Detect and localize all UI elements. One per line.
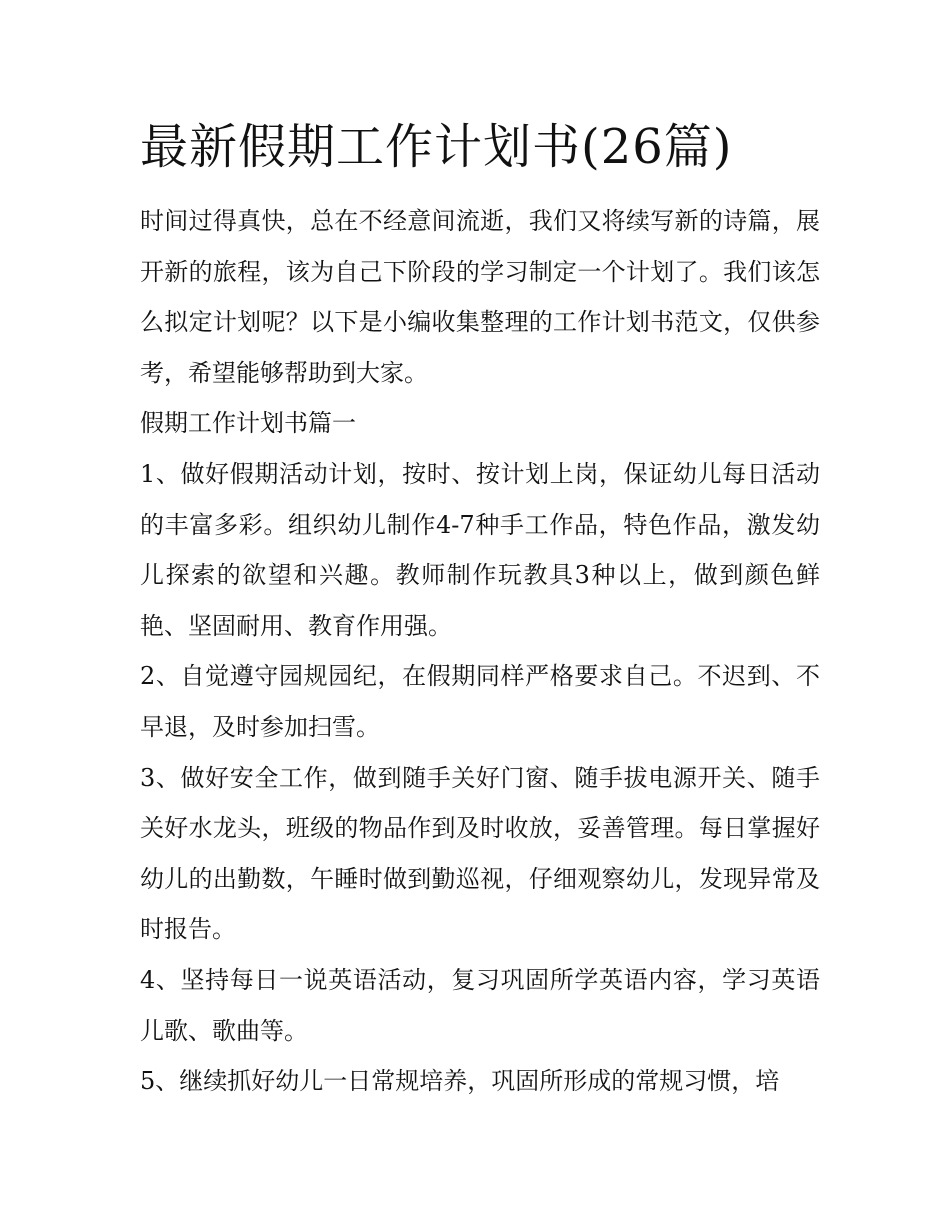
section-heading: 假期工作计划书篇一	[140, 409, 356, 438]
intro-paragraph: 时间过得真快，总在不经意间流逝，我们又将续写新的诗篇，展开新的旅程，该为自己下阶段的学习制定一个计划了。我们该怎么拟定计划呢？以下是小编收集整理的工作计划书范文，仅供参考，希望能够帮助到大家。	[140, 207, 820, 387]
plan-item-2: 2、自觉遵守园规园纪，在假期同样严格要求自己。不迟到、不早退，及时参加扫雪。	[140, 662, 820, 741]
plan-item-3: 3、做好安全工作，做到随手关好门窗、随手拔电源开关、随手关好水龙头，班级的物品作到及时收放，妥善管理。每日掌握好幼儿的出勤数，午睡时做到勤巡视，仔细观察幼儿，发现异常及时报告。	[140, 763, 820, 944]
plan-item-5: 5、继续抓好幼儿一日常规培养，巩固所形成的常规习惯，培	[140, 1067, 780, 1096]
document-title: 最新假期工作计划书(26篇)	[140, 119, 733, 175]
plan-item-1: 1、做好假期活动计划，按时、按计划上岗，保证幼儿每日活动的丰富多彩。组织幼儿制作4-7种手工作品，特色作品，激发幼儿探索的欲望和兴趣。教师制作玩教具3种以上，做到颜色鲜艳、坚固耐用、教育作用强。	[140, 459, 820, 640]
document-body	[140, 196, 820, 1107]
plan-item-4: 4、坚持每日一说英语活动，复习巩固所学英语内容，学习英语儿歌、歌曲等。	[140, 965, 820, 1045]
